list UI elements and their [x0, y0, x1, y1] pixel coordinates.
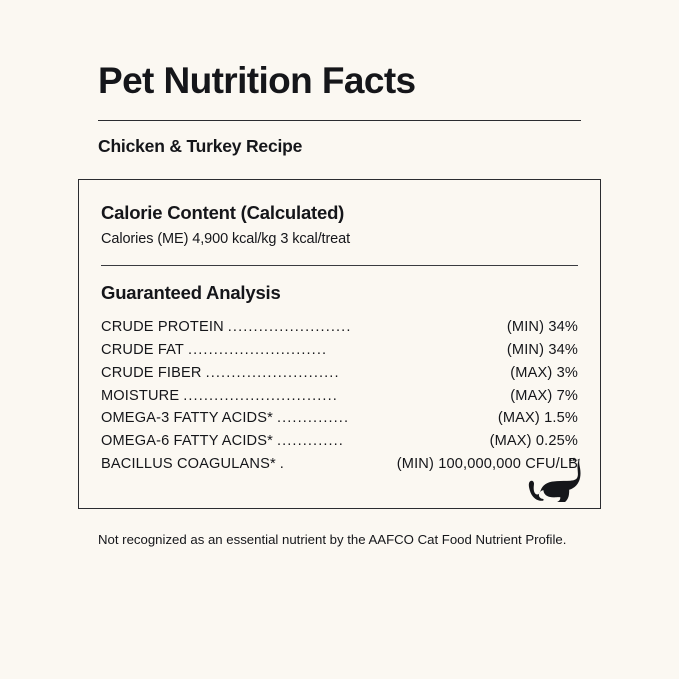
nutrient-value: (MAX) 0.25% [489, 433, 578, 450]
nutrient-name: CRUDE FIBER [101, 364, 202, 381]
nutrient-value: (MIN) 100,000,000 CFU/LB [396, 455, 578, 472]
calorie-content-heading: Calorie Content (Calculated) [101, 201, 345, 223]
nutrient-value: (MIN) 34% [506, 342, 578, 359]
table-row [101, 316, 578, 339]
leader-dots: ............. [276, 433, 344, 450]
table-row [101, 384, 578, 407]
nutrient-value: (MAX) 1.5% [497, 410, 578, 427]
nutrient-name: OMEGA-3 FATTY ACIDS* [101, 410, 273, 427]
footnote: Not recognized as an essential nutrient by the AAFCO Cat Food Nutrient Profile. [98, 531, 567, 547]
page-title: Pet Nutrition Facts [98, 60, 416, 101]
leader-dots: . [279, 455, 285, 472]
nutrient-value: (MAX) 7% [510, 387, 578, 404]
table-row [101, 430, 578, 453]
nutrient-name: CRUDE FAT [101, 342, 184, 359]
title-divider [98, 120, 581, 121]
leader-dots: ........................... [187, 342, 328, 359]
table-row [101, 361, 578, 384]
leader-dots: .......................... [205, 364, 340, 381]
calorie-content-detail: Calories (ME) 4,900 kcal/kg 3 kcal/treat [101, 230, 351, 247]
nutrient-name: BACILLUS COAGULANS* [101, 455, 276, 472]
nutrient-name: MOISTURE [101, 387, 180, 404]
nutrient-value: (MIN) 34% [506, 319, 578, 336]
facts-box [78, 179, 601, 509]
section-divider [101, 265, 578, 266]
table-row [101, 453, 578, 476]
guaranteed-analysis-heading: Guaranteed Analysis [101, 281, 281, 303]
leader-dots: .............. [276, 410, 350, 427]
guaranteed-analysis-rows [101, 316, 578, 475]
table-row [101, 407, 578, 430]
nutrient-name: OMEGA-6 FATTY ACIDS* [101, 433, 273, 450]
table-row [101, 339, 578, 362]
leader-dots: .............................. [183, 387, 338, 404]
nutrient-name: CRUDE PROTEIN [101, 319, 224, 336]
nutrient-value: (MAX) 3% [510, 364, 578, 381]
nutrition-label [78, 62, 601, 550]
leader-dots: ........................ [227, 319, 352, 336]
recipe-name: Chicken & Turkey Recipe [98, 135, 303, 156]
cat-icon [526, 456, 588, 502]
